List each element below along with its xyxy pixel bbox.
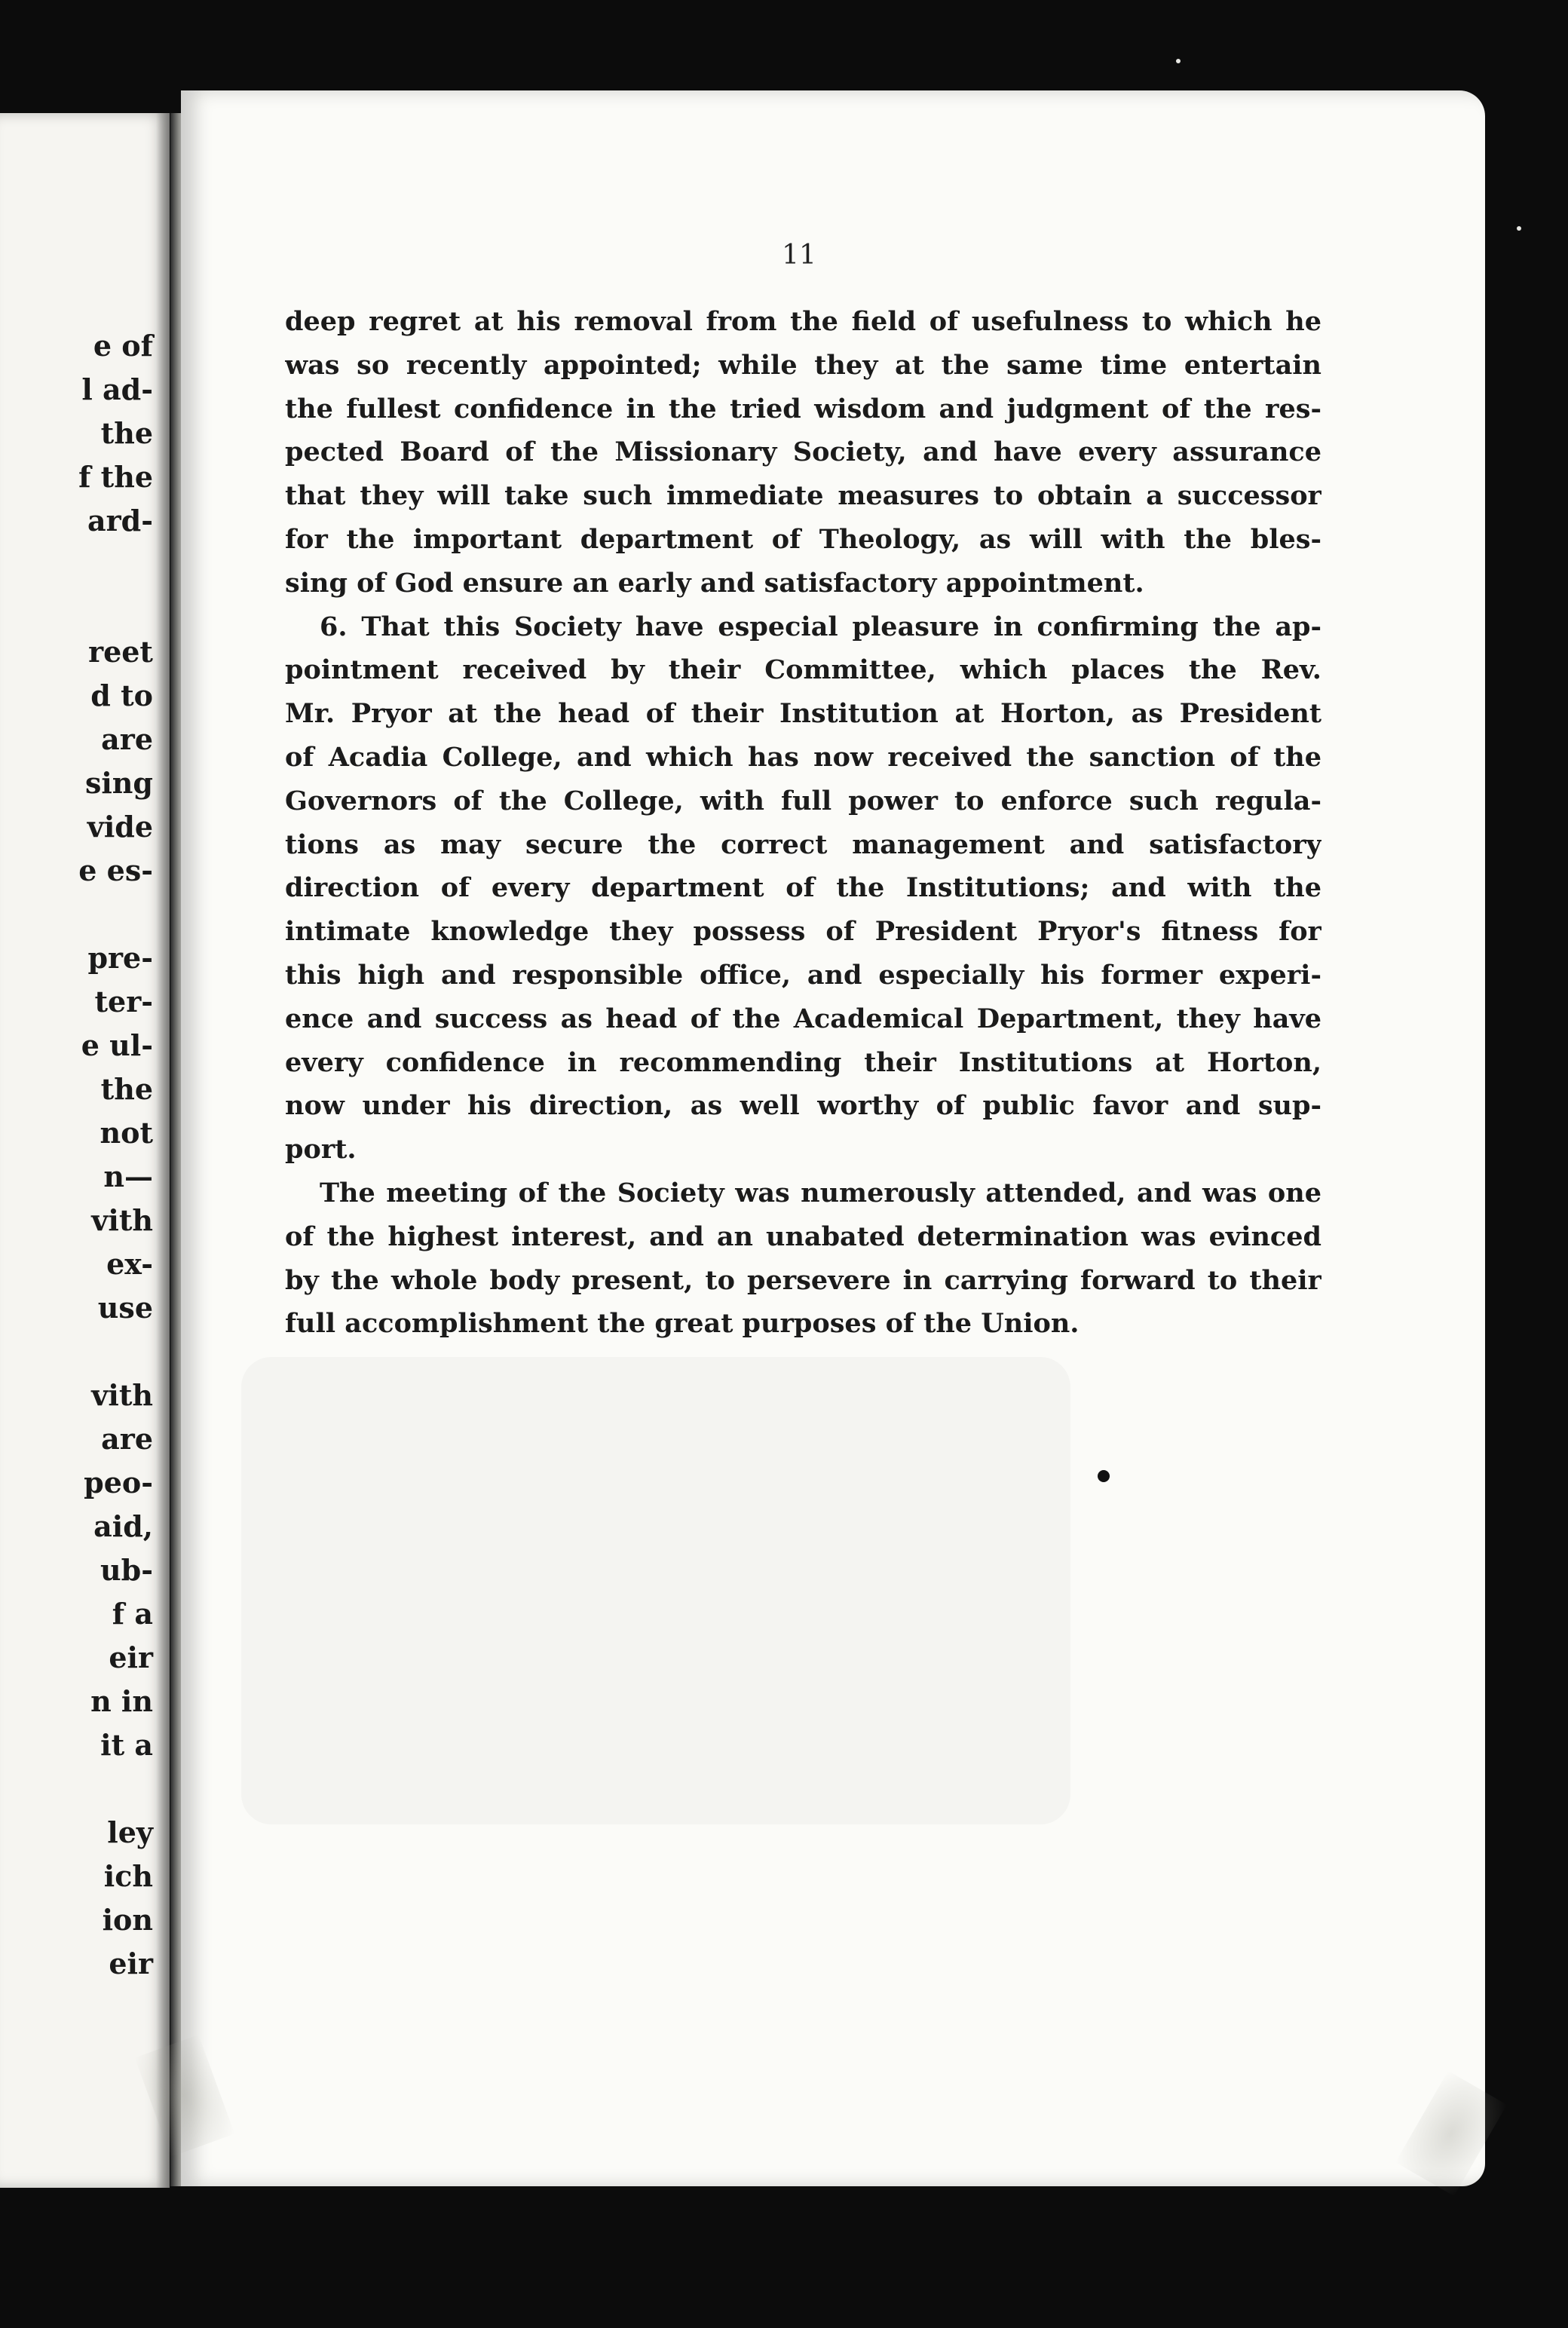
text-line: deep regret at his removal from the field of usefulness to which he (285, 306, 1321, 337)
left-page-fragment: ub- (100, 1553, 153, 1587)
left-page-fragment: n in (90, 1684, 153, 1718)
left-page-fragment: use (97, 1291, 153, 1325)
dust-speck (1517, 226, 1521, 231)
text-line: this high and responsible office, and especially his former experi- (285, 959, 1321, 991)
text-line: of Acadia College, and which has now received the sanction of the (285, 741, 1321, 773)
text-line: that they will take such immediate measures to obtain a successor (285, 480, 1321, 512)
gutter-shadow (156, 113, 170, 2188)
left-page-fragment: ard- (87, 504, 153, 538)
page-number: 11 (782, 240, 816, 271)
left-page-fragment: sing (84, 766, 153, 800)
left-facing-page (0, 113, 170, 2188)
text-line: every confidence in recommending their Institutions at Horton, (285, 1046, 1321, 1078)
text-line: 6. That this Society have especial pleasure in confirming the ap- (320, 611, 1321, 642)
ink-dot (1098, 1470, 1110, 1482)
text-line: for the important department of Theology, as will with the bles- (285, 523, 1321, 555)
left-page-fragment: vide (87, 810, 153, 844)
left-page-fragment (2, 1767, 153, 1811)
dust-speck (1176, 59, 1181, 63)
text-line: intimate knowledge they possess of President Pryor's fitness for (285, 916, 1321, 948)
left-page-fragment: e es- (78, 853, 153, 887)
text-line: by the whole body present, to persevere in carrying forward to their (285, 1264, 1321, 1296)
left-page-fragment (2, 893, 153, 936)
text-line: pointment received by their Committee, which places the Rev. (285, 654, 1321, 686)
text-line: The meeting of the Society was numerously attended, and was one (320, 1177, 1321, 1208)
text-line: now under his direction, as well worthy of public favor and sup- (285, 1090, 1321, 1122)
text-line: Governors of the College, with full power to enforce such regula- (285, 785, 1321, 816)
left-page-fragment: aid, (93, 1509, 153, 1543)
text-line: Mr. Pryor at the head of their Institution at Horton, as President (285, 698, 1321, 730)
text-line: pected Board of the Missionary Society, and have every assurance (285, 436, 1321, 468)
left-page-fragment: l ad- (81, 372, 153, 406)
left-page-fragment: ion (102, 1903, 153, 1937)
left-page-fragment: pre- (87, 941, 153, 975)
paragraph-3 (285, 1172, 1321, 1346)
left-page-fragment: are (101, 1422, 153, 1456)
left-page-fragment: f a (112, 1597, 153, 1631)
left-page-fragment: ex- (106, 1247, 153, 1281)
text-line: ence and success as head of the Academical Department, they have (285, 1003, 1321, 1034)
left-page-fragment: eir (109, 1640, 153, 1674)
text-line: was so recently appointed; while they at the same time entertain (285, 349, 1321, 381)
left-page-fragment: vith (91, 1203, 153, 1237)
left-page-fragment: ich (103, 1859, 153, 1893)
left-page-fragment: f the (78, 460, 153, 494)
left-page-fragment: the (100, 416, 153, 450)
left-page-fragment: peo- (84, 1466, 153, 1499)
left-page-fragment: d to (90, 678, 153, 712)
paragraph-2 (285, 605, 1321, 1172)
body-text (285, 300, 1321, 1346)
left-page-fragment: reet (88, 635, 153, 669)
left-page-fragment: the (100, 1072, 153, 1106)
left-page-fragment: e ul- (81, 1028, 153, 1062)
left-page-fragment: e of (93, 329, 153, 363)
text-line: sing of God ensure an early and satisfactory appointment. (285, 567, 1144, 599)
left-page-fragment (2, 543, 153, 587)
left-page-fragment (2, 587, 153, 630)
left-page-fragment: ter- (94, 985, 153, 1018)
paragraph-1 (285, 300, 1321, 605)
left-page-fragment: are (101, 722, 153, 756)
left-page-fragment (2, 1330, 153, 1374)
left-page-fragment: vith (91, 1378, 153, 1412)
left-page-fragment: it a (100, 1728, 153, 1762)
left-page-fragment: not (100, 1116, 153, 1150)
left-page-fragment: eir (109, 1947, 153, 1980)
text-line: tions as may secure the correct management and satisfactory (285, 829, 1321, 860)
left-page-fragment: n— (103, 1159, 153, 1193)
text-line: direction of every department of the Institutions; and with the (285, 872, 1321, 904)
text-line: full accomplishment the great purposes of the Union. (285, 1308, 1080, 1340)
text-line: port. (285, 1134, 357, 1166)
bleed-through-mark (241, 1357, 1070, 1824)
left-page-fragment: ley (107, 1815, 153, 1849)
text-line: of the highest interest, and an unabated determination was evinced (285, 1221, 1321, 1252)
text-line: the fullest confidence in the tried wisdom and judgment of the res- (285, 393, 1321, 424)
left-page-text-fragments (2, 324, 153, 1986)
